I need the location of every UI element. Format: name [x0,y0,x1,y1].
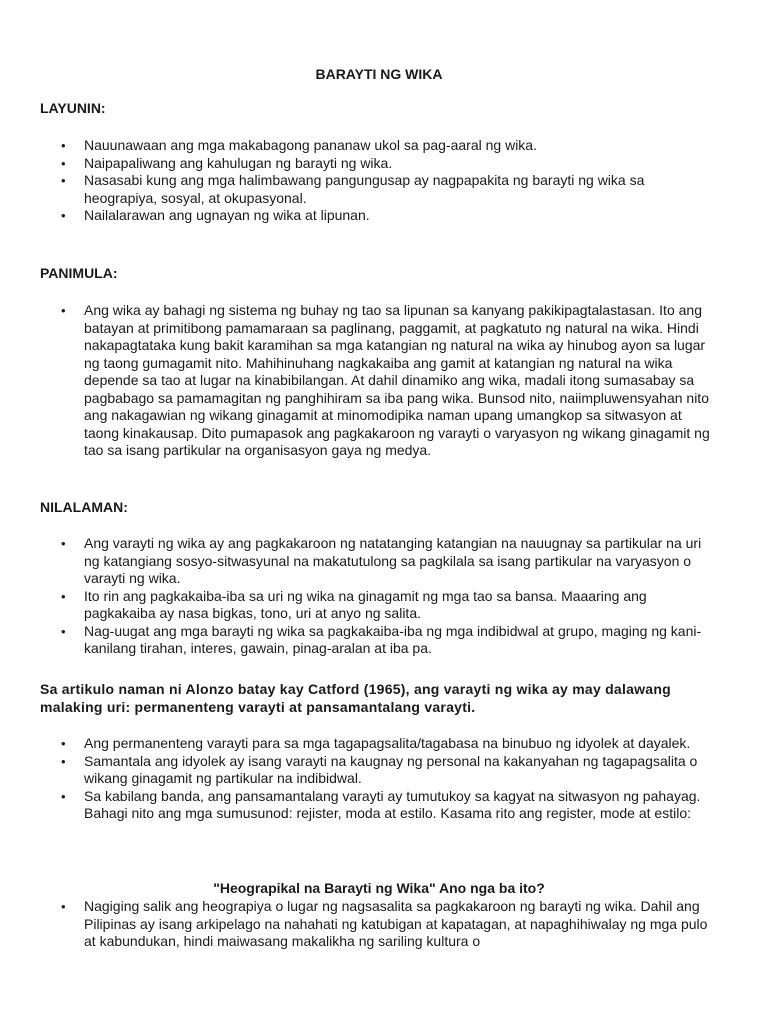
bullet-icon: • [61,623,66,639]
list-item [40,207,720,225]
list-item-text: Nailalarawan ang ugnayan ng wika at lipunan. [84,207,370,223]
list-item [40,735,720,753]
list-item-text: Nagiging salik ang heograpiya o lugar ng nagsasalita sa pagkakaroon ng barayti ng wika. Dahil ang Pilipinas ay isang arkipelago na nahahati ng katubigan at kapatagan, at napaghihiwalay ng mga pulo at kabundukan, hindi maiwasang makalikha ng sariling kultura o [84,898,708,949]
list-item-text: Samantala ang idyolek ay isang varayti na kaugnay ng personal na kakanyahan ng tagapagsalita o wikang ginagamit ng partikular na indibidwal. [84,752,698,786]
nilalaman-heading: NILALAMAN: [40,499,128,515]
document-title: BARAYTI NG WIKA [315,66,443,82]
list-item-text: Naipapaliwang ang kahulugan ng barayti ng wika. [84,154,393,171]
list-item-text: Nag-uugat ang mga barayti ng wika sa pagkakaiba-iba ng mga indibidwal at grupo, maging ng kani-kanilang tirahan, interes, gawain, pinag-aralan at iba pa. [84,622,702,656]
list-item [40,155,720,173]
list-item [40,623,720,658]
bullet-icon: • [61,899,66,914]
bullet-icon: • [61,753,66,769]
artikulo-list [40,735,720,823]
list-item [40,753,720,788]
list-item-text: Ito rin ang pagkakaiba-iba sa uri ng wika na ginagamit ng mga tao sa bansa. Maaaring ang pagkakaiba ay nasa bigkas, tono, uri at anyo ng salita. [84,587,647,621]
list-item [40,172,720,207]
bullet-icon: • [61,736,66,751]
artikulo-paragraph: Sa artikulo naman ni Alonzo batay kay Catford (1965), ang varayti ng wika ay may dalawang malaking uri: permanenteng varayti at pansamantalang varayti. [40,681,671,715]
bullet-icon: • [61,138,66,153]
list-item [40,302,720,460]
heograpikal-list [40,898,720,951]
list-item-text: Sa kabilang banda, ang pansamantalang varayti ay tumutukoy sa kagyat na sitwasyon ng pahayag. Bahagi nito ang mga sumusunod: rejister, moda at estilo. Kasama rito ang register, mode at estilo: [84,787,701,821]
bullet-icon: • [61,588,66,604]
list-item [40,588,720,623]
bullet-icon: • [61,208,66,223]
nilalaman-list [40,535,720,658]
list-item [40,788,720,823]
panimula-list [40,302,720,460]
bullet-icon: • [61,788,66,804]
bullet-icon: • [61,303,66,318]
list-item-text: Nasasabi kung ang mga halimbawang pangungusap ay nagpapakita ng barayti ng wika sa heograpiya, sosyal, at okupasyonal. [84,172,645,206]
list-item-text: Ang varayti ng wika ay ang pagkakaroon ng natatanging katangian na nauugnay sa partikular na uri ng katangiang sosyo-sitwasyunal na makatutulong sa pagkilala sa isang partikular na varyasyon o varayti ng wika. [84,535,702,586]
list-item-text: Nauunawaan ang mga makabagong pananaw ukol sa pag-aaral ng wika. [84,137,537,153]
heograpikal-heading: "Heograpikal na Barayti ng Wika" Ano nga ba ito? [213,880,545,896]
layunin-heading: LAYUNIN: [40,100,106,116]
list-item-text: Ang permanenteng varayti para sa mga tagapagsalita/tagabasa na binubuo ng idyolek at dayalek. [84,735,691,751]
layunin-list [40,137,720,225]
bullet-icon: • [61,155,66,171]
list-item [40,137,720,155]
panimula-heading: PANIMULA: [40,265,118,281]
bullet-icon: • [61,173,66,188]
bullet-icon: • [61,536,66,551]
list-item-text: Ang wika ay bahagi ng sistema ng buhay ng tao sa lipunan sa kanyang pakikipagtalastasan. Ito ang batayan at primitibong pamamaraan sa paglinang, paggamit, at pagkatuto ng natural na wika. Hindi nakapagtataka kung bakit karamihan sa mga katangian ng natural na wika ay hinubog ayon sa lugar ng taong gumagamit nito. Mahihinuhang nagkakaiba ang gamit at katangian ng natural na wika depende sa tao at lugar na kinabibilangan. At dahil dinamiko ang wika, madali itong sumasabay sa pagbabago sa pamamagitan ng panghihiram sa iba pang wika. Bunsod nito, naiimpluwensyahan nito ang nakagawian ng wikang ginagamit at minomodipika naman upang umangkop sa sitwasyon at taong kinakausap. Dito pumapasok ang pagkakaroon ng varayti o varyasyon ng wikang ginagamit ng tao sa isang partikular na organisasyon gaya ng medya. [84,302,710,458]
list-item [40,535,720,588]
list-item [40,898,720,951]
